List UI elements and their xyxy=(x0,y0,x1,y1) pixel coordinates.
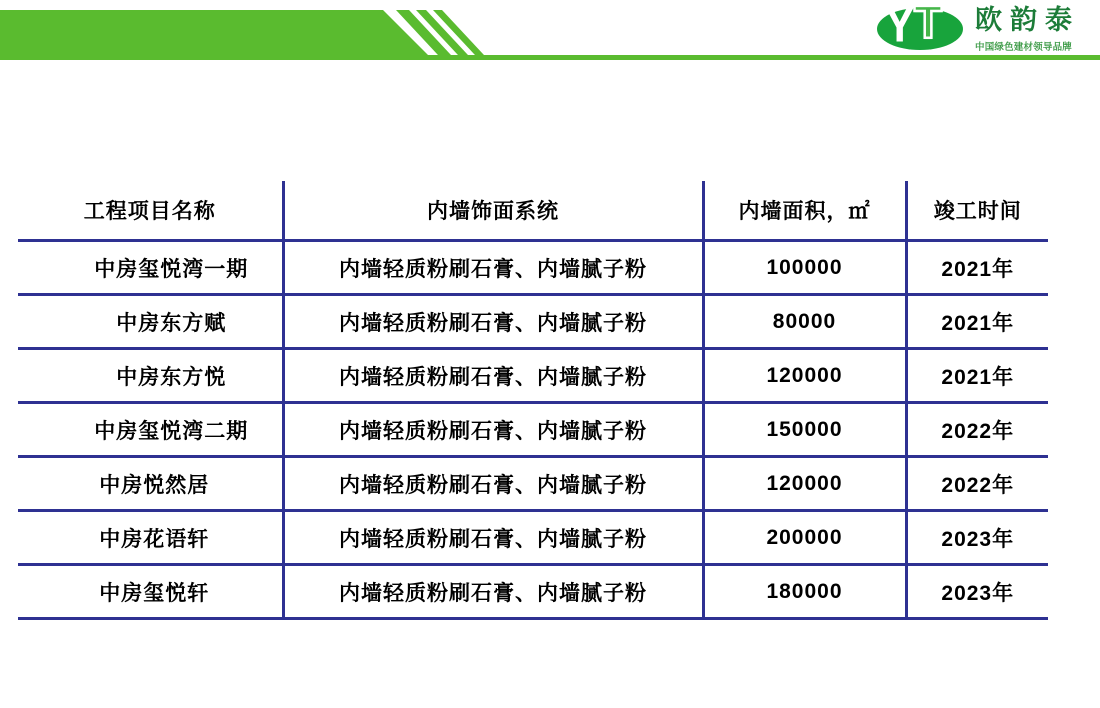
logo-letter-y-icon: Y xyxy=(885,0,915,53)
cell-wall-system: 内墙轻质粉刷石膏、内墙腻子粉 xyxy=(283,241,703,295)
cell-completion-time: 2023年 xyxy=(906,511,1048,565)
projects-table xyxy=(18,181,1048,620)
col-header-wall-area: 内墙面积，㎡ xyxy=(703,181,906,241)
cell-completion-time: 2022年 xyxy=(906,457,1048,511)
cell-wall-system: 内墙轻质粉刷石膏、内墙腻子粉 xyxy=(283,511,703,565)
cell-project-name: 中房花语轩 xyxy=(18,511,283,565)
table-row xyxy=(18,565,1048,619)
table-body xyxy=(18,241,1048,619)
cell-wall-system: 内墙轻质粉刷石膏、内墙腻子粉 xyxy=(283,349,703,403)
logo-letter-t-icon: T xyxy=(914,0,943,48)
col-header-completion-time: 竣工时间 xyxy=(906,181,1048,241)
cell-project-name: 中房玺悦湾二期 xyxy=(18,403,283,457)
cell-project-name: 中房悦然居 xyxy=(18,457,283,511)
cell-wall-system: 内墙轻质粉刷石膏、内墙腻子粉 xyxy=(283,295,703,349)
cell-project-name: 中房东方赋 xyxy=(18,295,283,349)
table-row xyxy=(18,349,1048,403)
banner-bar xyxy=(0,10,430,57)
cell-completion-time: 2021年 xyxy=(906,349,1048,403)
logo-yt-ellipse-icon xyxy=(877,0,963,53)
cell-wall-area: 100000 xyxy=(703,241,906,295)
cell-wall-area: 80000 xyxy=(703,295,906,349)
header-row xyxy=(18,181,1048,241)
brand-tagline: 中国绿色建材领导品牌 xyxy=(975,41,1073,53)
cell-wall-area: 200000 xyxy=(703,511,906,565)
cell-completion-time: 2021年 xyxy=(906,295,1048,349)
cell-project-name: 中房玺悦轩 xyxy=(18,565,283,619)
cell-project-name: 中房东方悦 xyxy=(18,349,283,403)
cell-wall-area: 120000 xyxy=(703,349,906,403)
table-row xyxy=(18,241,1048,295)
cell-wall-area: 120000 xyxy=(703,457,906,511)
cell-wall-area: 180000 xyxy=(703,565,906,619)
cell-completion-time: 2021年 xyxy=(906,241,1048,295)
table-row xyxy=(18,511,1048,565)
table-row xyxy=(18,403,1048,457)
cell-completion-time: 2023年 xyxy=(906,565,1048,619)
cell-wall-system: 内墙轻质粉刷石膏、内墙腻子粉 xyxy=(283,565,703,619)
col-header-wall-system: 内墙饰面系统 xyxy=(283,181,703,241)
table-row xyxy=(18,457,1048,511)
col-header-project-name: 工程项目名称 xyxy=(18,181,283,241)
brand-text xyxy=(975,5,1080,53)
cell-completion-time: 2022年 xyxy=(906,403,1048,457)
table-header xyxy=(18,181,1048,241)
table-row xyxy=(18,295,1048,349)
cell-project-name: 中房玺悦湾一期 xyxy=(18,241,283,295)
cell-wall-system: 内墙轻质粉刷石膏、内墙腻子粉 xyxy=(283,457,703,511)
cell-wall-area: 150000 xyxy=(703,403,906,457)
brand-name: 欧韵泰 xyxy=(975,5,1080,35)
cell-wall-system: 内墙轻质粉刷石膏、内墙腻子粉 xyxy=(283,403,703,457)
